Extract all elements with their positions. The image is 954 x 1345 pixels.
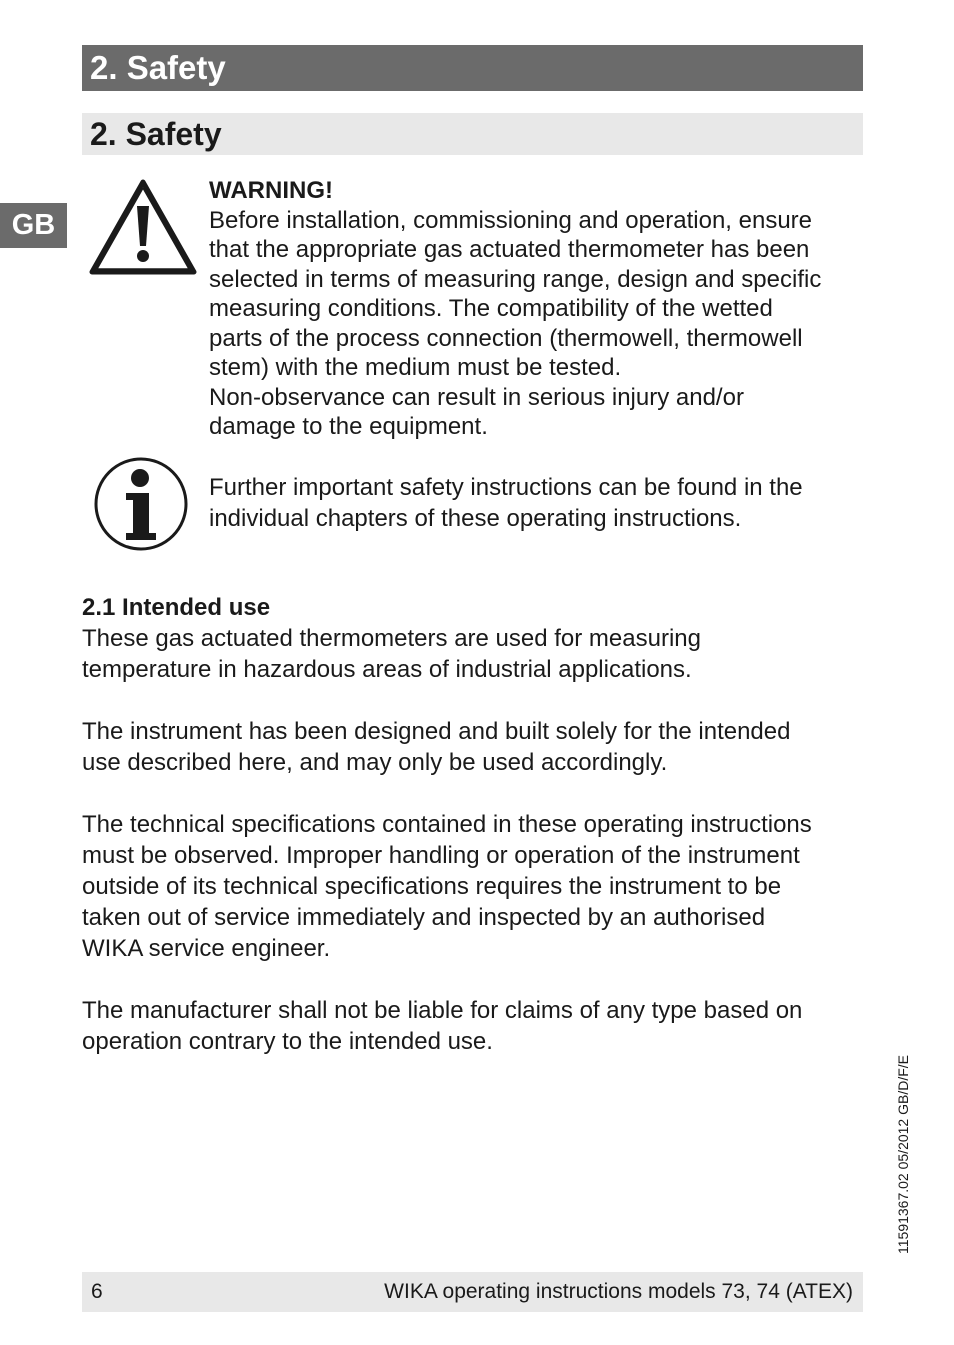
subsection-heading: 2.1 Intended use xyxy=(82,594,271,621)
warning-line: damage to the equipment. xyxy=(209,413,488,440)
paragraph xyxy=(82,809,863,964)
warning-line: parts of the process connection (thermowell, thermowell xyxy=(209,324,803,352)
footer-doc-title: WIKA operating instructions models 73, 74 (ATEX) xyxy=(384,1280,853,1303)
warning-line: measuring conditions. The compatibility of the wetted xyxy=(209,295,773,322)
warning-line: Non-observance can result in serious injury and/or xyxy=(209,383,744,411)
warning-line: stem) with the medium must be tested. xyxy=(209,354,622,381)
paragraph-line: These gas actuated thermometers are used for measuring xyxy=(82,625,701,652)
info-icon xyxy=(92,455,190,553)
warning-line: that the appropriate gas actuated thermometer has been xyxy=(209,236,810,263)
language-tab: GB xyxy=(0,203,67,248)
warning-block xyxy=(209,176,863,442)
info-line: individual chapters of these operating instructions. xyxy=(209,505,742,532)
warning-line: Before installation, commissioning and operation, ensure xyxy=(209,206,813,234)
paragraph-line: taken out of service immediately and inspected by an authorised xyxy=(82,904,766,931)
footer-bar xyxy=(82,1272,863,1312)
warning-title: WARNING! xyxy=(209,177,333,204)
section-title: 2. Safety xyxy=(90,116,222,152)
paragraph-line: The manufacturer shall not be liable for claims of any type based on xyxy=(82,997,803,1024)
warning-line: selected in terms of measuring range, design and specific xyxy=(209,265,822,293)
paragraph-line: The instrument has been designed and built solely for the intended xyxy=(82,718,791,745)
paragraph-line: WIKA service engineer. xyxy=(82,935,331,962)
paragraph-line: operation contrary to the intended use. xyxy=(82,1028,493,1055)
paragraph-line: use described here, and may only be used accordingly. xyxy=(82,749,668,776)
paragraph-line: temperature in hazardous areas of industrial applications. xyxy=(82,656,692,683)
page-header-bar xyxy=(82,45,863,91)
paragraph-line: outside of its technical specifications requires the instrument to be xyxy=(82,873,782,900)
paragraph xyxy=(82,995,863,1057)
warning-triangle-icon xyxy=(88,178,198,276)
paragraph-line: The technical specifications contained in these operating instructions xyxy=(82,811,812,838)
page-number: 6 xyxy=(91,1280,103,1303)
warning-text xyxy=(209,206,863,442)
paragraph xyxy=(82,716,863,778)
paragraph-line: must be observed. Improper handling or operation of the instrument xyxy=(82,842,800,869)
page-header-title: 2. Safety xyxy=(90,49,226,86)
intended-use-section xyxy=(82,592,863,1088)
document-code: 11591367.02 05/2012 GB/D/F/E xyxy=(895,1055,911,1254)
info-block xyxy=(209,472,863,534)
info-line: Further important safety instructions can be found in the xyxy=(209,474,803,501)
section-heading-bar xyxy=(82,113,863,155)
paragraph xyxy=(82,623,863,685)
